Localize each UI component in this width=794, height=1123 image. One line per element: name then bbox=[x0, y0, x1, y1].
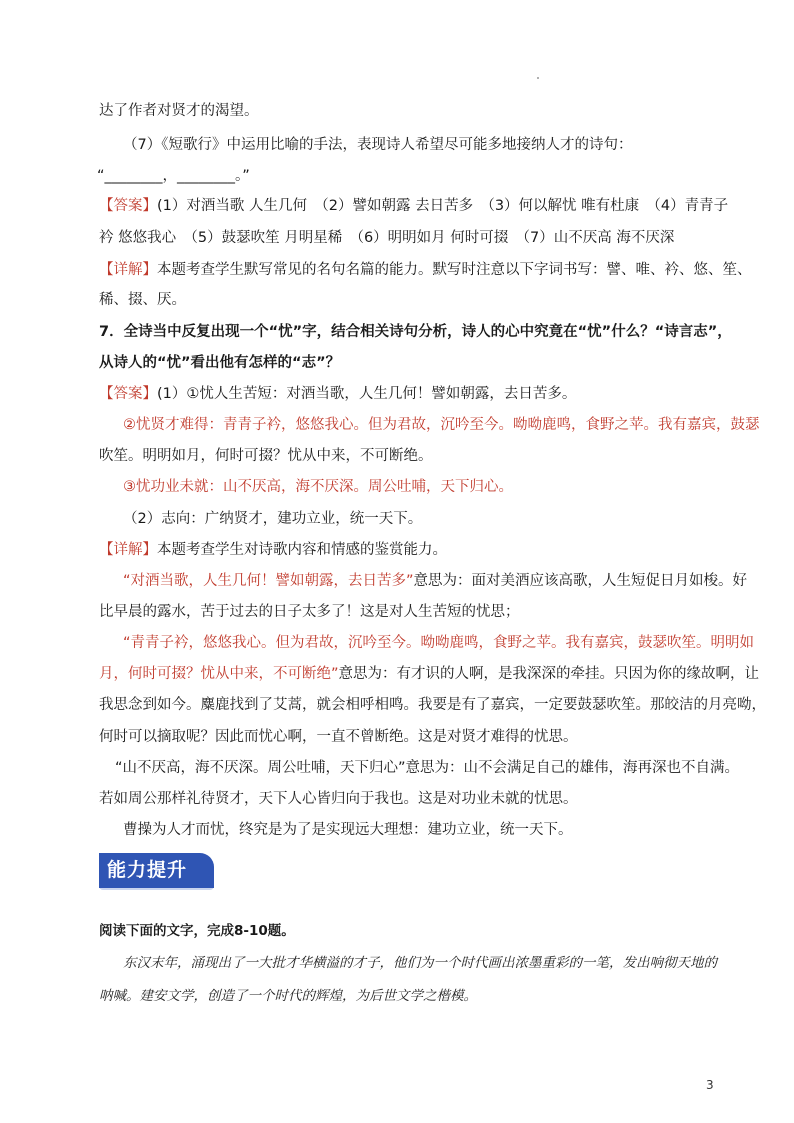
answer-line bbox=[99, 196, 728, 216]
section-header: 能力提升 bbox=[99, 853, 214, 888]
fill-blank: “________，________。” bbox=[97, 168, 250, 184]
answer-line: ②忧贤才难得：青青子衿，悠悠我心。但为君故，沉吟至今。呦呦鹿鸣，食野之苹。我有嘉宾，鼓瑟 bbox=[123, 417, 760, 433]
detail-line: “山不厌高，海不厌深。周公吐哺，天下归心”意思为：山不会满足自己的雄伟，海再深也不自满。 bbox=[115, 760, 740, 776]
question-7: 7．全诗当中反复出现一个“忧”字，结合相关诗句分析，诗人的心中究竟在“忧”什么？“诗言志”， bbox=[99, 324, 732, 340]
detail-text: 意思为：面对美酒应该高歌，人生短促日月如梭。好 bbox=[413, 573, 748, 589]
answer-line: （2）志向：广纳贤才，建功立业，统一天下。 bbox=[123, 511, 423, 527]
passage-line: 呐喊。建安文学，创造了一个时代的辉煌，为后世文学之楷模。 bbox=[99, 988, 477, 1004]
answer-text: (1）对酒当歌 人生几何 （2）譬如朝露 去日苦多 （3）何以解忧 唯有杜康 （4）青青子 bbox=[157, 198, 729, 214]
detail-tag: 【详解】 bbox=[99, 542, 157, 558]
detail-line: “青青子衿，悠悠我心。但为君故，沉吟至今。呦呦鹿鸣，食野之苹。我有嘉宾，鼓瑟吹笙。明明如 bbox=[123, 635, 755, 651]
detail-line: 稀、掇、厌。 bbox=[99, 292, 186, 308]
detail-line: 比早晨的露水，苦于过去的日子太多了！这是对人生苦短的忧思； bbox=[99, 604, 520, 620]
detail-line bbox=[99, 260, 752, 280]
detail-line: 我思念到如今。麋鹿找到了艾蒿，就会相呼相鸣。我要是有了嘉宾，一定要鼓瑟吹笙。那皎洁的月亮呦， bbox=[99, 697, 766, 713]
speck bbox=[537, 77, 539, 79]
detail-text: 本题考查学生对诗歌内容和情感的鉴赏能力。 bbox=[157, 542, 447, 558]
detail-text: 本题考查学生默写常见的名句名篇的能力。默写时注意以下字词书写：譬、唯、衿、悠、笙、 bbox=[157, 262, 752, 278]
quote: 月，何时可掇？忧从中来，不可断绝” bbox=[99, 666, 339, 682]
detail-line: 何时可以摘取呢？因此而忧心啊，一直不曾断绝。这是对贤才难得的忧思。 bbox=[99, 729, 578, 745]
answer-text: (1）①忧人生苦短：对酒当歌，人生几何！譬如朝露，去日苦多。 bbox=[157, 386, 577, 402]
question-7: 从诗人的“忧”看出他有怎样的“志”？ bbox=[99, 355, 341, 371]
detail-line bbox=[99, 540, 447, 560]
reading-instruction: 阅读下面的文字，完成8-10题。 bbox=[99, 923, 295, 939]
answer-tag: 【答案】 bbox=[99, 198, 157, 214]
detail-line bbox=[123, 571, 747, 591]
detail-line: 若如周公那样礼待贤才，天下人心皆归向于我也。这是对功业未就的忧思。 bbox=[99, 791, 578, 807]
answer-tag: 【答案】 bbox=[99, 386, 157, 402]
answer-line: 衿 悠悠我心 （5）鼓瑟吹笙 月明星稀 （6）明明如月 何时可掇 （7）山不厌高 海不厌深 bbox=[99, 230, 675, 246]
passage-line: 东汉末年，涌现出了一大批才华横溢的才子，他们为一个时代画出浓墨重彩的一笔，发出响彻天地的 bbox=[123, 955, 717, 971]
detail-text: 意思为：有才识的人啊，是我深深的牵挂。只因为你的缘故啊，让 bbox=[338, 666, 760, 682]
detail-line bbox=[99, 664, 759, 684]
question-7-sub: （7）《短歌行》中运用比喻的手法，表现诗人希望尽可能多地接纳人才的诗句： bbox=[123, 137, 633, 153]
answer-line bbox=[99, 384, 576, 404]
detail-line: 曹操为人才而忧，终究是为了是实现远大理想：建功立业，统一天下。 bbox=[123, 822, 573, 838]
answer-line: ③忧功业未就：山不厌高，海不厌深。周公吐哺，天下归心。 bbox=[123, 479, 513, 495]
quote: “对酒当歌，人生几何！譬如朝露，去日苦多” bbox=[123, 573, 414, 589]
text-line: 达了作者对贤才的渴望。 bbox=[99, 103, 259, 119]
detail-tag: 【详解】 bbox=[99, 262, 157, 278]
answer-line: 吹笙。明明如月，何时可掇？忧从中来，不可断绝。 bbox=[99, 448, 433, 464]
page-number: 3 bbox=[706, 1078, 714, 1092]
